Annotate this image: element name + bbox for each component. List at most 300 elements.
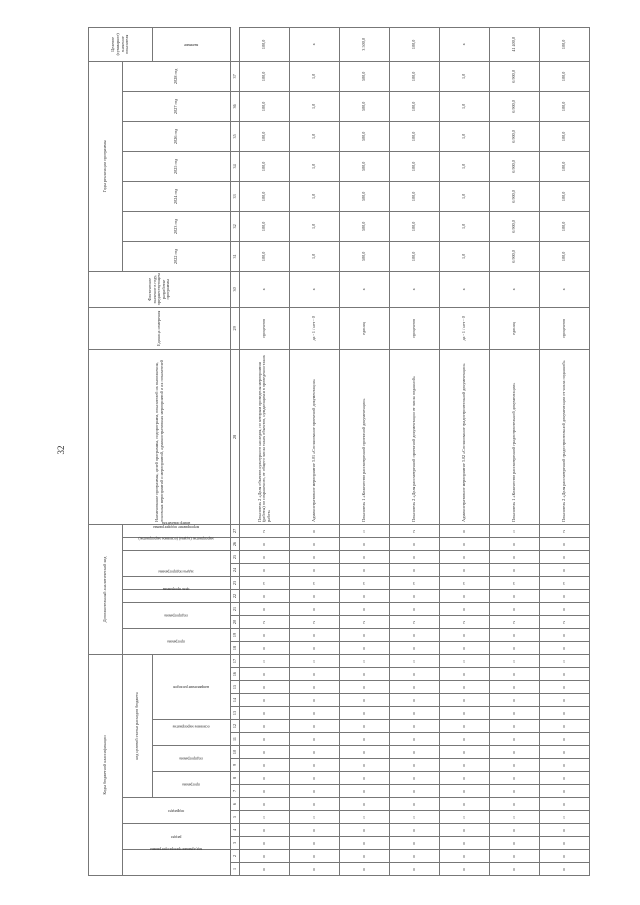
code-cell [490, 628, 540, 641]
year-value-cell: 100,0 [390, 181, 440, 211]
code-cell [440, 837, 490, 850]
rotated-table-wrapper [88, 33, 567, 876]
code-value: 0 [513, 685, 516, 690]
year-value-cell: 100,0 [390, 91, 440, 121]
code-cell [540, 837, 590, 850]
code-cell [540, 707, 590, 720]
code-cell [490, 733, 540, 746]
table-row [390, 27, 440, 875]
code-value: 0 [363, 633, 366, 638]
column-number: 31 [231, 241, 240, 271]
year-value-cell: 6 900,0 [490, 241, 540, 271]
code-value: 0 [263, 646, 266, 651]
code-cell [340, 641, 390, 654]
code-cell [490, 641, 540, 654]
code-cell [290, 707, 340, 720]
code-cell [540, 720, 590, 733]
year-value-cell: 100,0 [540, 241, 590, 271]
code-cell [440, 668, 490, 681]
code-value: 0 [313, 698, 316, 703]
code-cell [340, 720, 390, 733]
code-cell [290, 628, 340, 641]
kbk-admin-code-header [123, 847, 231, 876]
code-value: 0 [313, 763, 316, 768]
year-value-cell: 500,0 [340, 91, 390, 121]
code-cell [340, 707, 390, 720]
code-value: 0 [363, 568, 366, 573]
code-value: 0 [413, 854, 416, 859]
code-value: 0 [513, 555, 516, 560]
code-value: 0 [463, 568, 466, 573]
code-cell [240, 824, 290, 837]
column-number: 19 [231, 628, 240, 641]
code-value: 0 [563, 672, 566, 677]
code-value: 0 [513, 867, 516, 872]
code-value: 0 [413, 724, 416, 729]
kbk-admin-code-label: код администратора программы [150, 847, 203, 852]
code-cell [290, 681, 340, 694]
code-value: 0 [363, 607, 366, 612]
year-value-cell: 500,0 [340, 121, 390, 151]
code-cell [440, 641, 490, 654]
code-cell [390, 524, 440, 537]
code-cell [290, 550, 340, 563]
code-value: 0 [463, 867, 466, 872]
code-cell [540, 602, 590, 615]
code-value: 1 [363, 815, 366, 820]
code-value: 2 [413, 529, 416, 534]
code-value: 0 [263, 789, 266, 794]
code-value: 1 [463, 815, 466, 820]
code-value: 1 [413, 659, 416, 664]
code-value: 0 [563, 854, 566, 859]
column-number: 28 [231, 349, 240, 524]
code-value: 0 [363, 555, 366, 560]
kbk-section-header [123, 824, 231, 850]
code-value: 0 [413, 763, 416, 768]
code-value: 0 [363, 802, 366, 807]
code-value: 0 [463, 802, 466, 807]
code-cell [390, 694, 440, 707]
dac-col-label-3: задача подпрограммы [158, 569, 194, 574]
code-value: 1 [413, 815, 416, 820]
column-number: 1 [231, 863, 240, 876]
code-cell [240, 537, 290, 550]
code-cell [540, 811, 590, 824]
code-value: 0 [563, 698, 566, 703]
code-value: 0 [313, 724, 316, 729]
dac-col-header-0 [123, 628, 231, 654]
code-cell [240, 811, 290, 824]
code-cell [290, 837, 340, 850]
code-cell [240, 524, 290, 537]
column-number: 23 [231, 576, 240, 589]
year-value-cell: 100,0 [240, 61, 290, 91]
code-cell [490, 850, 540, 863]
code-value: 0 [263, 737, 266, 742]
code-value: 0 [413, 594, 416, 599]
code-cell [240, 707, 290, 720]
code-value: 0 [463, 555, 466, 560]
year-value-cell: 500,0 [340, 181, 390, 211]
code-value: 0 [563, 828, 566, 833]
code-value: 0 [513, 737, 516, 742]
year-header-5: 2027 год [123, 91, 231, 121]
code-cell [390, 681, 440, 694]
code-value: 0 [263, 568, 266, 573]
code-value: 0 [563, 542, 566, 547]
code-value: 0 [263, 672, 266, 677]
code-value: 0 [313, 555, 316, 560]
code-cell [440, 628, 490, 641]
code-value: 0 [313, 750, 316, 755]
unit-cell: процентов [390, 307, 440, 349]
code-value: 3 [313, 581, 316, 586]
code-value: 0 [363, 828, 366, 833]
fact-cell: х [540, 271, 590, 307]
code-cell [290, 654, 340, 667]
year-value-cell: 1,0 [440, 211, 490, 241]
year-value-cell: 100,0 [390, 151, 440, 181]
code-cell [540, 628, 590, 641]
target-sub-label-2: основное мероприятие [172, 724, 210, 729]
table-row [290, 27, 340, 875]
dac-col-label-2: цель программы [162, 586, 190, 591]
code-value: 0 [563, 841, 566, 846]
code-cell [340, 785, 390, 798]
code-value: 0 [413, 841, 416, 846]
program-indicators-table [88, 27, 590, 876]
code-value: 0 [363, 763, 366, 768]
code-cell [390, 589, 440, 602]
code-cell [540, 850, 590, 863]
year-value-cell: 100,0 [540, 91, 590, 121]
code-cell [390, 863, 440, 876]
code-cell [440, 811, 490, 824]
code-value: 0 [363, 685, 366, 690]
code-value: 0 [313, 789, 316, 794]
year-value-cell: 6 900,0 [490, 151, 540, 181]
code-cell [540, 589, 590, 602]
year-value-cell: 1,0 [290, 181, 340, 211]
code-cell [440, 759, 490, 772]
code-cell [390, 602, 440, 615]
code-value: 1 [263, 815, 266, 820]
year-header-6: 2028 год [123, 61, 231, 91]
code-value: 0 [263, 698, 266, 703]
code-value: 0 [463, 685, 466, 690]
code-value: 0 [463, 776, 466, 781]
years-group-header: Годы реализации программы [89, 61, 123, 271]
code-value: 0 [363, 672, 366, 677]
code-cell [540, 576, 590, 589]
indicator-description: Административное мероприятие 3.02 «Согласование градостроительной документации» [440, 349, 490, 524]
code-cell [390, 785, 440, 798]
name-column-header: Наименование программы, целей программы, подпрограмм, показателей их выполнения, основных мероприятий и мероприятий, административных мероприятий и их показателей [89, 349, 231, 524]
code-value: 0 [563, 724, 566, 729]
column-number: 29 [231, 307, 240, 349]
code-cell [490, 537, 540, 550]
code-value: 1 [513, 659, 516, 664]
code-value: 3 [463, 581, 466, 586]
final-sub-label: значение [184, 42, 199, 47]
code-value: 0 [563, 776, 566, 781]
column-number: 18 [231, 641, 240, 654]
code-value: 0 [413, 802, 416, 807]
dac-col-label-4: мероприятие (задача) (основное мероприятие) [138, 536, 214, 541]
code-cell [290, 772, 340, 785]
year-value-cell: 1,0 [440, 241, 490, 271]
code-cell [440, 563, 490, 576]
table-header [89, 27, 240, 875]
final-value-cell: 3 500,0 [340, 27, 390, 61]
code-cell [490, 550, 540, 563]
code-cell [340, 850, 390, 863]
code-cell [340, 694, 390, 707]
code-cell [240, 628, 290, 641]
year-value-cell: 100,0 [240, 241, 290, 271]
fact-cell: х [340, 271, 390, 307]
year-value-cell: 100,0 [540, 61, 590, 91]
code-cell [390, 668, 440, 681]
year-header-3: 2025 год [123, 151, 231, 181]
code-value: 1 [563, 815, 566, 820]
column-number: 21 [231, 602, 240, 615]
code-cell [440, 733, 490, 746]
code-cell [490, 681, 540, 694]
code-cell [390, 550, 440, 563]
code-cell [490, 772, 540, 785]
code-value: 0 [563, 555, 566, 560]
code-value: 2 [263, 529, 266, 534]
year-value-cell: 1,0 [290, 91, 340, 121]
code-cell [240, 681, 290, 694]
code-cell [290, 824, 340, 837]
year-value-cell: 6 900,0 [490, 61, 540, 91]
code-cell [540, 641, 590, 654]
year-value-cell: 500,0 [340, 241, 390, 271]
code-value: 0 [413, 789, 416, 794]
code-cell [490, 602, 540, 615]
code-cell [240, 563, 290, 576]
code-cell [240, 746, 290, 759]
final-value-cell: 100,0 [240, 27, 290, 61]
code-value: 0 [413, 711, 416, 716]
dac-col-label-5: мероприятие подпрограммы [153, 525, 200, 530]
column-number: 13 [231, 707, 240, 720]
code-cell [540, 654, 590, 667]
code-value: 0 [513, 802, 516, 807]
code-cell [340, 798, 390, 811]
code-value: 0 [513, 607, 516, 612]
code-value: 0 [513, 568, 516, 573]
code-cell [440, 537, 490, 550]
code-value: 0 [463, 542, 466, 547]
code-value: 0 [313, 854, 316, 859]
unit-cell: процентов [240, 307, 290, 349]
column-number: 37 [231, 61, 240, 91]
year-value-cell: 6 900,0 [490, 91, 540, 121]
code-cell [540, 550, 590, 563]
kbk-section-label: раздел [171, 834, 182, 839]
dac-col-header-1 [123, 602, 231, 628]
code-value: 0 [463, 529, 466, 534]
year-value-cell: 1,0 [440, 181, 490, 211]
code-cell [240, 772, 290, 785]
code-cell [290, 563, 340, 576]
unit-cell: единиц [340, 307, 390, 349]
code-cell [440, 550, 490, 563]
code-value: 0 [413, 568, 416, 573]
code-value: 2 [313, 620, 316, 625]
column-number: 11 [231, 733, 240, 746]
code-value: 0 [413, 867, 416, 872]
code-cell [290, 798, 340, 811]
document-sheet [88, 33, 567, 876]
code-cell [290, 733, 340, 746]
final-value-cell: 100,0 [540, 27, 590, 61]
code-cell [240, 850, 290, 863]
code-cell [440, 798, 490, 811]
code-cell [240, 576, 290, 589]
column-number: 32 [231, 211, 240, 241]
dac-col-label-0: программа [167, 639, 185, 644]
code-value: 0 [413, 542, 416, 547]
unit-column-header: Единица измерения [89, 307, 231, 349]
code-cell [340, 759, 390, 772]
code-cell [240, 733, 290, 746]
code-cell [440, 746, 490, 759]
code-value: 0 [563, 802, 566, 807]
code-value: 0 [413, 737, 416, 742]
code-cell [340, 589, 390, 602]
code-value: 1 [513, 815, 516, 820]
column-number: 6 [231, 798, 240, 811]
code-value: 0 [463, 854, 466, 859]
column-number: 25 [231, 550, 240, 563]
kbk-subsection-header [123, 798, 231, 824]
code-cell [340, 563, 390, 576]
code-value: 0 [363, 594, 366, 599]
target-sub-header-3 [153, 654, 231, 719]
code-value: 0 [413, 828, 416, 833]
code-cell [440, 589, 490, 602]
code-cell [490, 576, 540, 589]
final-value-cell: х [440, 27, 490, 61]
code-cell [440, 524, 490, 537]
code-value: 0 [263, 633, 266, 638]
code-cell [490, 563, 540, 576]
code-cell [540, 863, 590, 876]
year-value-cell: 1,0 [290, 121, 340, 151]
column-number: 27 [231, 524, 240, 537]
code-value: 2 [413, 620, 416, 625]
code-cell [490, 746, 540, 759]
code-cell [540, 759, 590, 772]
code-value: 0 [313, 802, 316, 807]
year-value-cell: 500,0 [340, 211, 390, 241]
code-value: 0 [313, 542, 316, 547]
code-value: 0 [363, 789, 366, 794]
code-cell [290, 524, 340, 537]
code-value: 0 [413, 698, 416, 703]
code-cell [240, 720, 290, 733]
code-cell [340, 681, 390, 694]
indicator-description: Показатель 2 «Доля рассмотренной градостроительной документации от числа поданной» [540, 349, 590, 524]
code-cell [240, 668, 290, 681]
code-cell [440, 824, 490, 837]
year-header-1: 2023 год [123, 211, 231, 241]
code-value: 0 [563, 763, 566, 768]
code-cell [240, 694, 290, 707]
code-cell [290, 576, 340, 589]
code-cell [390, 824, 440, 837]
code-cell [490, 654, 540, 667]
code-cell [390, 615, 440, 628]
code-cell [340, 811, 390, 824]
code-cell [440, 772, 490, 785]
column-number: 14 [231, 694, 240, 707]
code-value: 0 [263, 828, 266, 833]
year-value-cell: 100,0 [540, 151, 590, 181]
code-cell [540, 537, 590, 550]
table-row [240, 27, 290, 875]
code-cell [540, 681, 590, 694]
code-value: 0 [413, 776, 416, 781]
code-value: 0 [263, 542, 266, 547]
code-cell [240, 798, 290, 811]
code-value: 0 [463, 828, 466, 833]
code-value: 0 [313, 776, 316, 781]
code-cell [290, 785, 340, 798]
target-sub-header-1 [153, 746, 231, 772]
code-cell [540, 615, 590, 628]
code-cell [340, 863, 390, 876]
column-number: 10 [231, 746, 240, 759]
code-cell [290, 694, 340, 707]
code-value: 2 [363, 620, 366, 625]
code-value: 0 [413, 646, 416, 651]
column-number: 4 [231, 824, 240, 837]
year-value-cell: 6 900,0 [490, 181, 540, 211]
year-header-0: 2022 год [123, 241, 231, 271]
year-value-cell: 1,0 [440, 121, 490, 151]
code-value: 0 [413, 672, 416, 677]
code-cell [290, 641, 340, 654]
code-value: 0 [463, 724, 466, 729]
code-value: 0 [263, 763, 266, 768]
code-cell [440, 694, 490, 707]
unit-cell: да - 1 / нет - 0 [440, 307, 490, 349]
year-value-cell: 100,0 [390, 61, 440, 91]
code-value: 1 [363, 529, 366, 534]
fact-cell: х [290, 271, 340, 307]
code-value: 0 [413, 685, 416, 690]
code-cell [240, 602, 290, 615]
year-value-cell: 6 900,0 [490, 121, 540, 151]
code-cell [240, 785, 290, 798]
code-cell [340, 733, 390, 746]
code-value: 0 [463, 711, 466, 716]
additional-codes-header: Дополнительный аналитический код [89, 524, 123, 654]
code-cell [390, 772, 440, 785]
code-cell [440, 720, 490, 733]
unit-cell: единиц [490, 307, 540, 349]
target-sub-label-0: программа [182, 782, 200, 787]
code-value: 0 [463, 841, 466, 846]
code-cell [390, 837, 440, 850]
code-value: 1 [563, 659, 566, 664]
